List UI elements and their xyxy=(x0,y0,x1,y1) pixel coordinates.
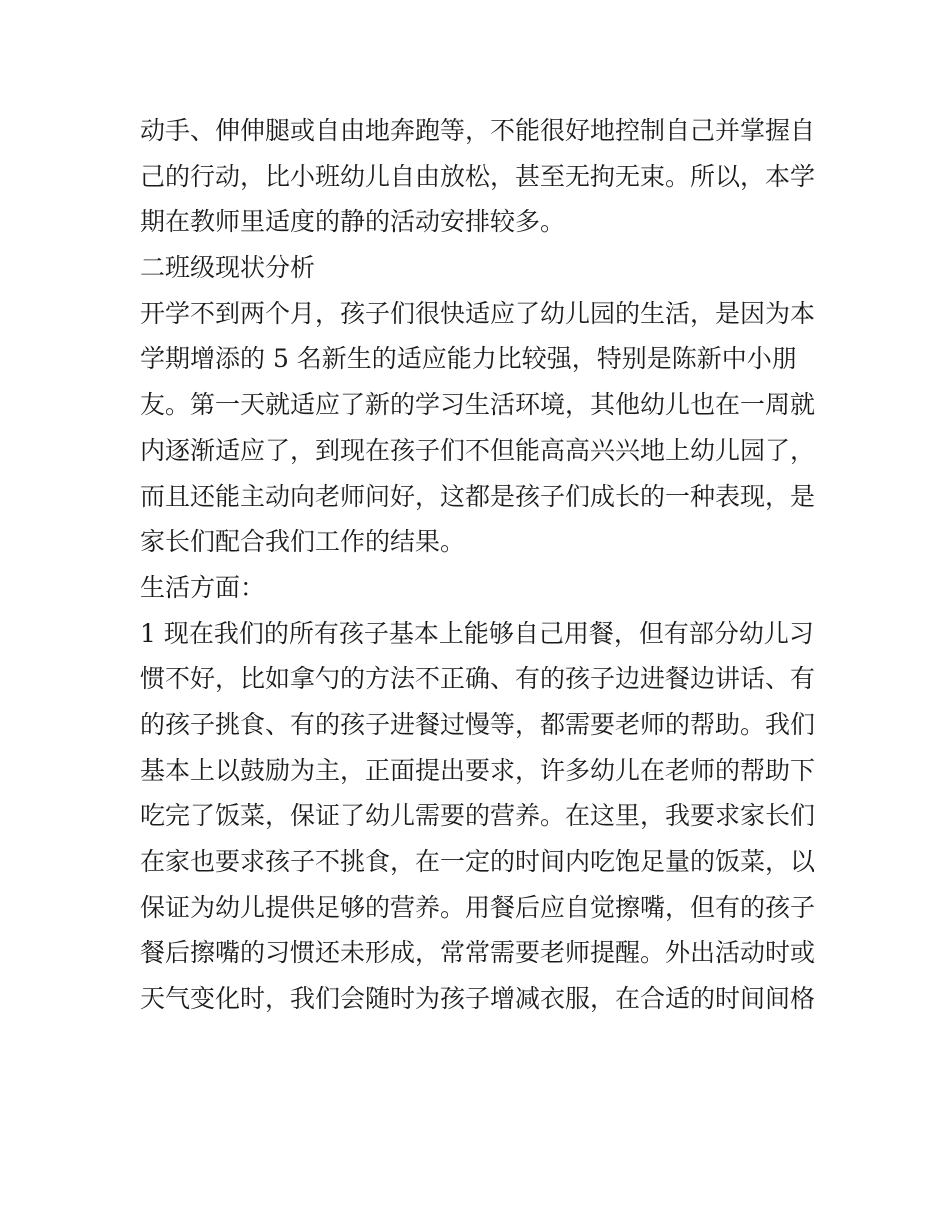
text-line: 基本上以鼓励为主，正面提出要求，许多幼儿在老师的帮助下 xyxy=(140,755,816,785)
text-line: 动手、伸伸腿或自由地奔跑等，不能很好地控制自己并掌握自 xyxy=(140,116,816,145)
text-line: 天气变化时，我们会随时为孩子增减衣服，在合适的时间间格 xyxy=(140,984,816,1014)
text-line: 1 现在我们的所有孩子基本上能够自己用餐，但有部分幼儿习 xyxy=(140,618,814,648)
text-line: 开学不到两个月，孩子们很快适应了幼儿园的生活，是因为本 xyxy=(140,298,816,328)
document-body xyxy=(140,108,820,1022)
text-line: 保证为幼儿提供足够的营养。用餐后应自觉擦嘴，但有的孩子 xyxy=(140,892,816,922)
text-line: 而且还能主动向老师问好，这都是孩子们成长的一种表现，是 xyxy=(140,481,816,511)
section-heading: 二班级现状分析 xyxy=(140,253,316,283)
text-line: 学期增添的 5 名新生的适应能力比较强，特别是陈新中小朋 xyxy=(140,344,797,374)
text-line: 期在教师里适度的静的活动安排较多。 xyxy=(140,207,566,237)
text-line: 惯不好，比如拿勺的方法不正确、有的孩子边进餐边讲话、有 xyxy=(140,664,816,694)
text-line: 友。第一天就适应了新的学习生活环境，其他幼儿也在一周就 xyxy=(140,390,816,420)
text-line: 家长们配合我们工作的结果。 xyxy=(140,527,466,557)
text-line: 餐后擦嘴的习惯还未形成，常常需要老师提醒。外出活动时或 xyxy=(140,938,816,968)
text-line: 内逐渐适应了，到现在孩子们不但能高高兴兴地上幼儿园了， xyxy=(140,435,816,465)
text-line: 吃完了饭菜，保证了幼儿需要的营养。在这里，我要求家长们 xyxy=(140,801,816,831)
text-line: 在家也要求孩子不挑食，在一定的时间内吃饱足量的饭菜，以 xyxy=(140,847,816,876)
text-line: 的孩子挑食、有的孩子进餐过慢等，都需要老师的帮助。我们 xyxy=(140,709,816,739)
text-line: 己的行动，比小班幼儿自由放松，甚至无拘无束。所以，本学 xyxy=(140,161,816,191)
subsection-heading: 生活方面： xyxy=(140,572,266,602)
